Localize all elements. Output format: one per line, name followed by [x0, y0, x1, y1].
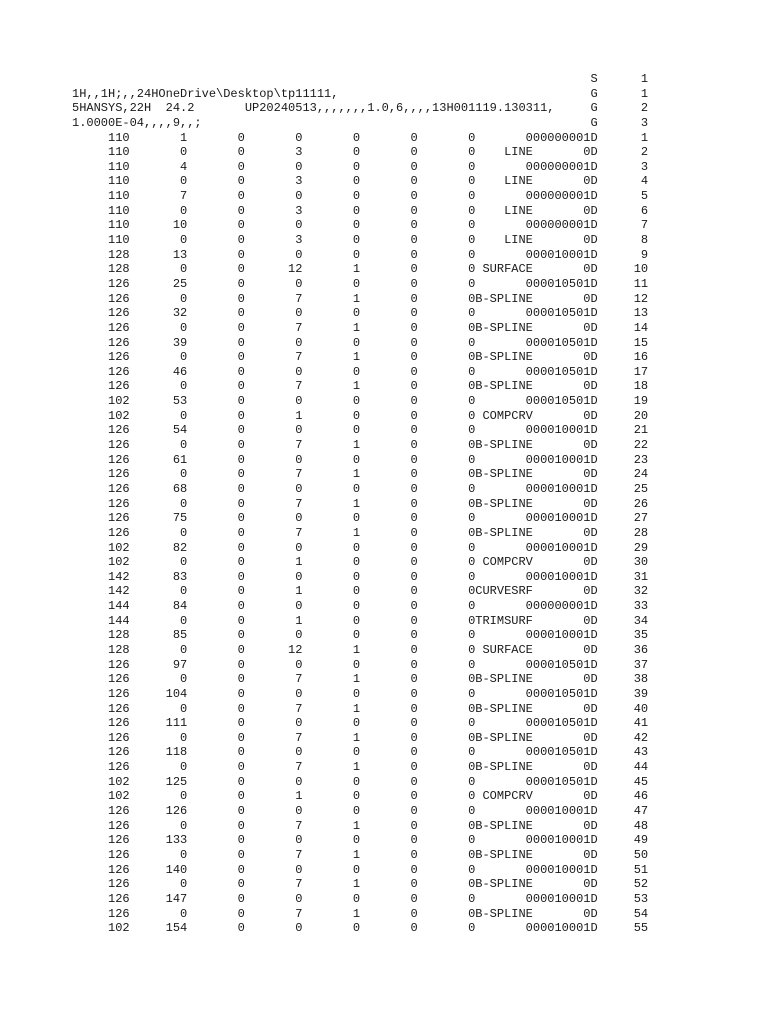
directory-entry-line: 126 140 0 0 0 0 0 000010001D 51 [72, 862, 649, 877]
directory-entry-line: 126 0 0 7 1 0 0B-SPLINE 0D 42 [72, 730, 649, 745]
directory-entry-line: 110 10 0 0 0 0 0 000000001D 7 [72, 218, 649, 233]
iges-document-text [72, 72, 696, 936]
directory-entry-line: 126 97 0 0 0 0 0 000010501D 37 [72, 657, 649, 672]
directory-entry-line: 126 0 0 7 1 0 0B-SPLINE 0D 40 [72, 701, 649, 716]
directory-entry-line: 128 0 0 12 1 0 0 SURFACE 0D 36 [72, 642, 649, 657]
directory-entry-line: 126 68 0 0 0 0 0 000010001D 25 [72, 481, 649, 496]
directory-entry-line: 126 118 0 0 0 0 0 000010501D 43 [72, 745, 649, 760]
directory-entry-line: 110 7 0 0 0 0 0 000000001D 5 [72, 189, 649, 204]
directory-entry-line: 126 126 0 0 0 0 0 000010001D 47 [72, 804, 649, 819]
directory-entry-line: 128 85 0 0 0 0 0 000010001D 35 [72, 628, 649, 643]
directory-entry-line: 110 0 0 3 0 0 0 LINE 0D 2 [72, 145, 649, 160]
directory-entry-line: 102 0 0 1 0 0 0 COMPCRV 0D 30 [72, 555, 649, 570]
directory-entry-line: 128 0 0 12 1 0 0 SURFACE 0D 10 [72, 262, 649, 277]
directory-entry-line: 102 0 0 1 0 0 0 COMPCRV 0D 20 [72, 408, 649, 423]
global-line: 1.0000E-04,,,,9,,; G 3 [72, 115, 649, 130]
directory-entry-line: 126 0 0 7 1 0 0B-SPLINE 0D 12 [72, 291, 649, 306]
directory-entry-line: 126 0 0 7 1 0 0B-SPLINE 0D 52 [72, 877, 649, 892]
directory-entry-line: 126 0 0 7 1 0 0B-SPLINE 0D 50 [72, 847, 649, 862]
directory-entry-line: 126 39 0 0 0 0 0 000010501D 15 [72, 335, 649, 350]
directory-entry-line: 126 0 0 7 1 0 0B-SPLINE 0D 24 [72, 467, 649, 482]
directory-entry-line: 102 82 0 0 0 0 0 000010001D 29 [72, 540, 649, 555]
directory-entry-line: 102 125 0 0 0 0 0 000010501D 45 [72, 774, 649, 789]
start-line: S 1 [72, 72, 649, 86]
directory-entry-line: 126 0 0 7 1 0 0B-SPLINE 0D 38 [72, 672, 649, 687]
directory-entry-line: 126 147 0 0 0 0 0 000010001D 53 [72, 891, 649, 906]
directory-entry-line: 126 0 0 7 1 0 0B-SPLINE 0D 48 [72, 818, 649, 833]
directory-entry-line: 126 46 0 0 0 0 0 000010501D 17 [72, 364, 649, 379]
directory-entry-line: 110 0 0 3 0 0 0 LINE 0D 4 [72, 174, 649, 189]
directory-entry-line: 126 61 0 0 0 0 0 000010001D 23 [72, 452, 649, 467]
directory-entry-line: 126 111 0 0 0 0 0 000010501D 41 [72, 716, 649, 731]
global-line: 1H,,1H;,,24HOneDrive\Desktop\tp11111, G 1 [72, 86, 649, 101]
directory-entry-line: 110 0 0 3 0 0 0 LINE 0D 8 [72, 233, 649, 248]
directory-entry-line: 144 0 0 1 0 0 0TRIMSURF 0D 34 [72, 613, 649, 628]
directory-entry-line: 126 0 0 7 1 0 0B-SPLINE 0D 16 [72, 350, 649, 365]
global-line: 5HANSYS,22H 24.2 UP20240513,,,,,,,1.0,6,,,,13H001119.130311, G 2 [72, 101, 649, 116]
directory-entry-line: 126 0 0 7 1 0 0B-SPLINE 0D 22 [72, 438, 649, 453]
directory-entry-line: 126 0 0 7 1 0 0B-SPLINE 0D 54 [72, 906, 649, 921]
directory-entry-line: 126 0 0 7 1 0 0B-SPLINE 0D 14 [72, 320, 649, 335]
directory-entry-line: 126 133 0 0 0 0 0 000010001D 49 [72, 833, 649, 848]
directory-entry-line: 110 4 0 0 0 0 0 000000001D 3 [72, 159, 649, 174]
directory-entry-line: 126 75 0 0 0 0 0 000010001D 27 [72, 511, 649, 526]
directory-entry-line: 142 0 0 1 0 0 0CURVESRF 0D 32 [72, 584, 649, 599]
directory-entry-line: 110 1 0 0 0 0 0 000000001D 1 [72, 130, 649, 145]
directory-entry-line: 126 0 0 7 1 0 0B-SPLINE 0D 18 [72, 379, 649, 394]
directory-entry-line: 126 54 0 0 0 0 0 000010001D 21 [72, 423, 649, 438]
directory-entry-line: 126 32 0 0 0 0 0 000010501D 13 [72, 306, 649, 321]
directory-entry-line: 102 154 0 0 0 0 0 000010001D 55 [72, 921, 649, 936]
directory-entry-line: 126 25 0 0 0 0 0 000010501D 11 [72, 276, 649, 291]
directory-entry-line: 126 0 0 7 1 0 0B-SPLINE 0D 28 [72, 525, 649, 540]
directory-entry-line: 126 104 0 0 0 0 0 000010501D 39 [72, 686, 649, 701]
directory-entry-line: 102 0 0 1 0 0 0 COMPCRV 0D 46 [72, 789, 649, 804]
directory-entry-line: 126 0 0 7 1 0 0B-SPLINE 0D 26 [72, 496, 649, 511]
directory-entry-line: 144 84 0 0 0 0 0 000000001D 33 [72, 599, 649, 614]
directory-entry-line: 126 0 0 7 1 0 0B-SPLINE 0D 44 [72, 760, 649, 775]
directory-entry-line: 142 83 0 0 0 0 0 000010001D 31 [72, 569, 649, 584]
directory-entry-line: 102 53 0 0 0 0 0 000010501D 19 [72, 394, 649, 409]
directory-entry-line: 110 0 0 3 0 0 0 LINE 0D 6 [72, 203, 649, 218]
directory-entry-line: 128 13 0 0 0 0 0 000010001D 9 [72, 247, 649, 262]
